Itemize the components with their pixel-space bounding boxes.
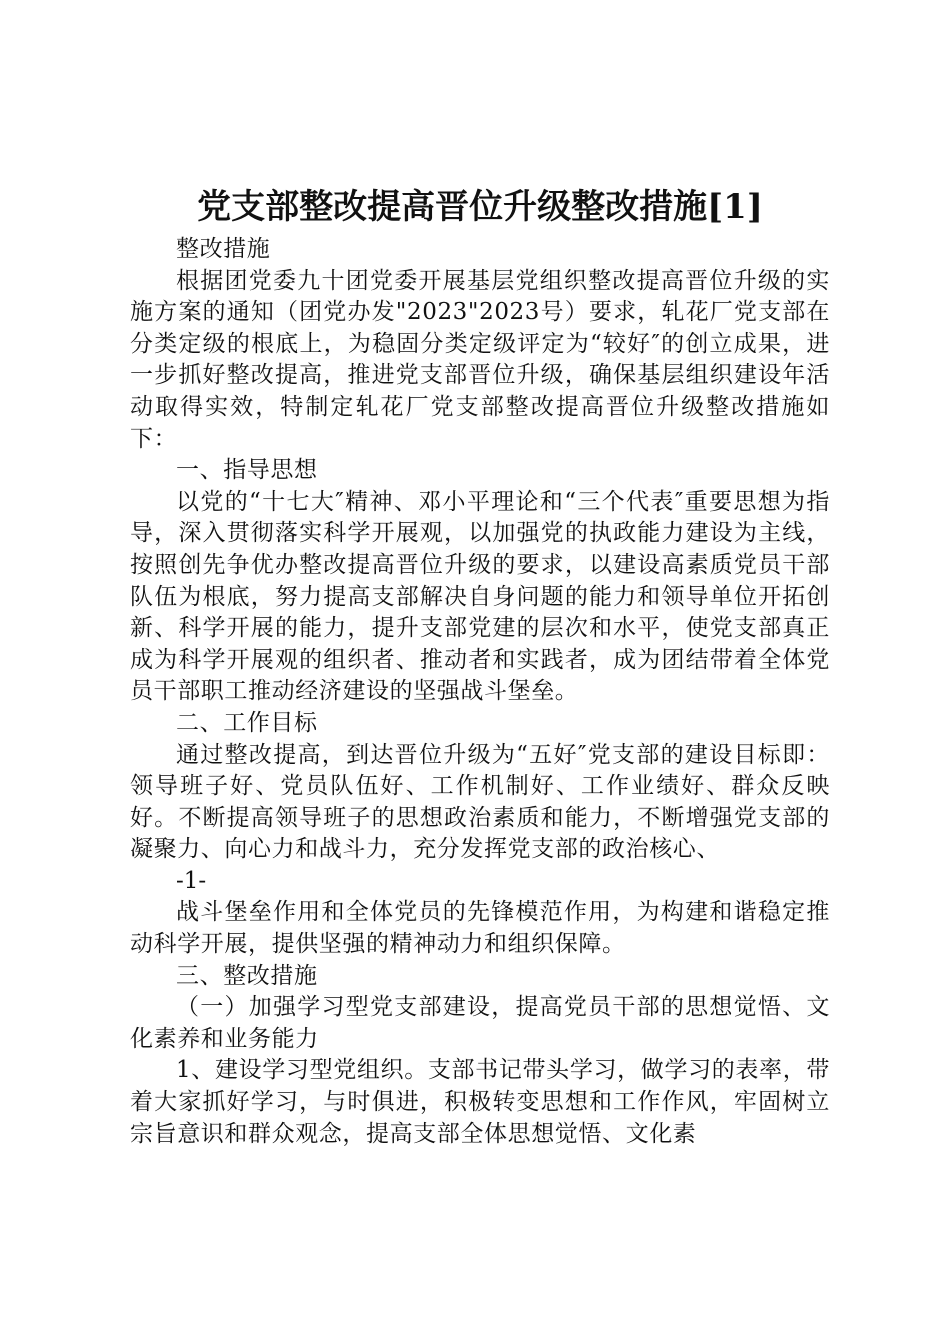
document-title: 党支部整改提高晋位升级整改措施[1] (197, 187, 763, 227)
heading-guiding-thought: 一、指导思想 (176, 457, 318, 484)
guiding-thought-paragraph: 以党的“十七大″精神、邓小平理论和“三个代表″重要思想为指导，深入贯彻落实科学开展观，以加强党的执政能力建设为主线，按照创先争优办整改提高晋位升级的要求，以建设高素质党员干部队伍为根底，努力提高支部解决自身问题的能力和领导单位开拓创新、科学开展的能力，提升支部党建的层次和水平，使党支部真正成为科学开展观的组织者、推动者和实践者，成为团结带着全体党员干部职工推动经济建设的坚强战斗堡垒。 (130, 488, 830, 705)
measure-1-paragraph: 1、建设学习型党组织。支部书记带头学习，做学习的表率，带着大家抓好学习，与时俱进，积极转变思想和工作作风，牢固树立宗旨意识和群众观念，提高支部全体思想觉悟、文化素 (130, 1057, 830, 1147)
work-goals-paragraph: 通过整改提高，到达晋位升级为“五好″党支部的建设目标即：领导班子好、党员队伍好、工作机制好、工作业绩好、群众反映好。不断提高领导班子的思想政治素质和能力，不断增强党支部的凝聚力、向心力和战斗力，充分发挥党支部的政治核心、 (130, 741, 830, 863)
heading-rectification-measures: 三、整改措施 (176, 962, 318, 989)
document-page (130, 182, 830, 1150)
intro-paragraph: 根据团党委九十团党委开展基层党组织整改提高晋位升级的实施方案的通知（团党办发"2023"2023号）要求，轧花厂党支部在分类定级的根底上，为稳固分类定级评定为“较好″的创立成果，进一步抓好整改提高，推进党支部晋位升级，确保基层组织建设年活动取得实效，特制定轧花厂党支部整改提高晋位升级整改措施如下： (130, 267, 830, 452)
section-label: 整改措施 (176, 236, 271, 262)
subheading-learning-party: （一）加强学习型党支部建设，提高党员干部的思想觉悟、文化素养和业务能力 (130, 994, 830, 1052)
page-number: -1- (176, 867, 207, 894)
continuation-paragraph: 战斗堡垒作用和全体党员的先锋模范作用，为构建和谐稳定推动科学开展，提供坚强的精神动力和组织保障。 (130, 899, 830, 958)
heading-work-goals: 二、工作目标 (176, 709, 318, 736)
